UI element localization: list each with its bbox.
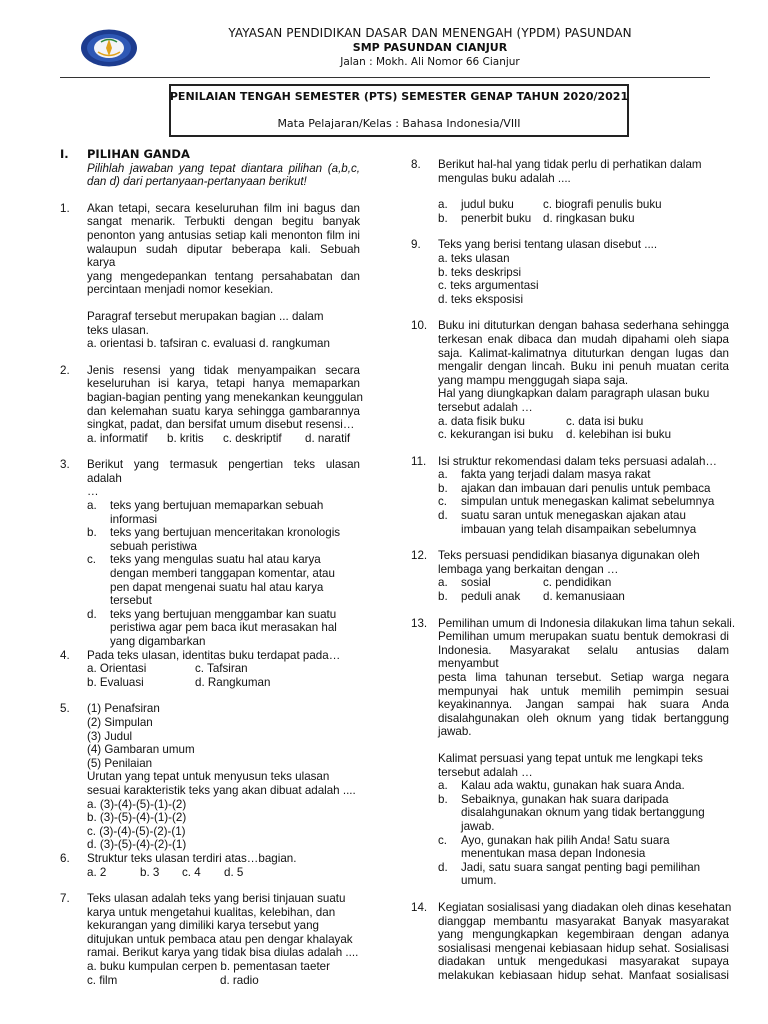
option-c <box>411 495 729 509</box>
question-text: Akan tetapi, secara keseluruhan film ini bagus dan <box>87 201 360 215</box>
question-text: sangat menarik. Terbukti dengan begitu banyak <box>87 215 360 229</box>
question-text: Teks ulasan adalah teks yang berisi tinjauan suatu <box>87 892 346 906</box>
question-text: Struktur teks ulasan terdiri atas…bagian. <box>87 851 297 865</box>
option-text: ajakan dan imbauan dari penulis untuk pembaca <box>461 481 711 495</box>
option-letter: c. <box>438 833 448 847</box>
exam-title: PENILAIAN TENGAH SEMESTER (PTS) SEMESTER GENAP TAHUN 2020/2021 <box>169 90 629 103</box>
option-text: Ayo, gunakan hak pilih Anda! Satu suara <box>461 833 670 847</box>
option-b: b. teks deskripsi <box>438 265 522 279</box>
option-text: tersebut <box>110 594 152 608</box>
option-b: b. 3 <box>140 865 160 879</box>
question-13 <box>411 616 736 780</box>
exam-subject: Mata Pelajaran/Kelas : Bahasa Indonesia/VIII <box>277 117 521 130</box>
option-b: b. kritis <box>167 431 204 445</box>
question-4 <box>60 649 360 690</box>
question-text: tersebut adalah … <box>438 765 533 779</box>
option-a: a. informatif <box>87 431 148 445</box>
option-text: sebuah peristiwa <box>110 539 198 553</box>
section-instruction: dan d) dari pertanyaan-pertanyaan berikut! <box>87 175 307 189</box>
question-text: yang mampu menggugah siapa saja. <box>438 373 629 387</box>
option-text: informasi <box>110 512 158 526</box>
option-d: d. teks eksposisi <box>438 292 524 306</box>
option-text: peduli anak <box>461 590 521 604</box>
section-heading <box>60 148 360 189</box>
question-text: Jenis resensi yang tidak menyampaikan secara <box>87 363 360 377</box>
option-d: d. naratif <box>305 431 351 445</box>
option-text: simpulan untuk menegaskan kalimat sebelumnya <box>461 495 715 509</box>
option-letter: d. <box>438 509 448 523</box>
question-number: 12. <box>411 549 428 563</box>
question-text: Berikut yang termasuk pengertian teks ulasan adalah <box>87 458 360 485</box>
header-divider <box>60 77 710 78</box>
answer-options: a. orientasi b. tafsiran c. evaluasi d. rangkuman <box>87 337 330 351</box>
question-12 <box>411 549 729 576</box>
section-number: I. <box>60 147 69 161</box>
foundation-name: YAYASAN PENDIDIKAN DASAR DAN MENENGAH (YPDM) PASUNDAN <box>228 26 632 40</box>
option-c: c. deskriptif <box>223 431 282 445</box>
question-text: Indonesia. Masyarakat selalu antusias dalam menyambut <box>438 643 729 671</box>
option-b: b. (3)-(5)-(4)-(1)-(2) <box>87 811 187 825</box>
question-6 <box>60 852 360 879</box>
option-a: a. teks ulasan <box>438 251 510 265</box>
option-a: a. (3)-(4)-(5)-(1)-(2) <box>87 797 187 811</box>
option-text: dengan memberi tanggapan komentar, atau <box>110 567 335 581</box>
question-text: terkesan enak dibaca dan mudah dipahami oleh siapa <box>438 332 729 346</box>
question-number: 2. <box>60 363 70 377</box>
option-a <box>411 198 729 212</box>
option-text: menentukan masa depan Indonesia <box>461 847 646 861</box>
question-text: walaupun sudah diputar beberapa kali. Sebuah karya <box>87 242 360 270</box>
question-text: pesta lima tahunan tersebut. Setiap warga negara <box>438 671 729 684</box>
option-text: teks yang bertujuan menceritakan kronologis <box>110 526 341 540</box>
option-text: penerbit buku <box>461 211 532 225</box>
option-text: teks yang bertujuan menggambar kan suatu <box>110 607 337 621</box>
option-c <box>60 553 360 607</box>
option-a: a. Orientasi <box>87 662 147 676</box>
question-text: … <box>87 485 99 499</box>
question-text: keseluruhan isi karya, tetapi hanya memaparkan <box>87 377 360 391</box>
option-letter: b. <box>438 590 448 604</box>
question-text: Isi struktur rekomendasi dalam teks persuasi adalah… <box>438 454 718 468</box>
option-c: c. (3)-(4)-(5)-(2)-(1) <box>87 824 186 838</box>
question-text: keyakinannya. Jangan sampai hak suara Anda <box>438 698 729 712</box>
option-b <box>411 212 729 226</box>
option-c: c. Tafsiran <box>195 662 248 676</box>
question-text: melakukan kebiasaan hidup sehat. Manfaat sosialisasi <box>438 968 729 982</box>
option-text: imbauan yang telah disampaikan sebelumnya <box>461 522 697 536</box>
option-text: Jadi, satu suara sangat penting bagi pemilihan <box>461 860 701 874</box>
question-text: ramai. Berikut karya yang tidak bisa diulas adalah .... <box>87 946 359 960</box>
option-text: Kalau ada waktu, gunakan hak suara Anda. <box>461 779 685 793</box>
question-text: yang mengedepankan tentang persahabatan dan <box>87 269 360 283</box>
question-text: lembaga yang berkaitan dengan … <box>438 562 619 576</box>
option-a <box>411 779 729 793</box>
question-number: 11. <box>411 454 427 468</box>
school-address: Jalan : Mokh. Ali Nomor 66 Cianjur <box>340 56 520 68</box>
question-text: karya untuk mengetahui kualitas, kelebihan, dan <box>87 905 336 919</box>
answer-options: a. buku kumpulan cerpen b. pementasan taeter <box>87 960 330 974</box>
question-7 <box>60 892 360 987</box>
question-number: 6. <box>60 851 70 865</box>
option-letter: a. <box>438 576 448 590</box>
option-a <box>411 468 729 482</box>
option-text: fakta yang terjadi dalam masya rakat <box>461 468 651 482</box>
question-number: 9. <box>411 238 421 252</box>
option-b <box>411 590 729 604</box>
question-text: Pada teks ulasan, identitas buku terdapat pada… <box>87 648 341 662</box>
question-text: Buku ini dituturkan dengan bahasa sederhana sehingga <box>438 319 729 333</box>
question-text: Pemilihan umum di Indonesia dilakukan lima tahun sekali. <box>438 616 736 630</box>
school-logo <box>80 28 138 68</box>
option-d: d. kemanusiaan <box>543 590 625 604</box>
option-text: Sebaiknya, gunakan hak suara daripada <box>461 792 669 806</box>
question-text: Kalimat persuasi yang tepat untuk me lengkapi teks <box>438 751 703 765</box>
option-letter: a. <box>87 499 97 513</box>
question-3 <box>60 458 360 499</box>
question-text: Teks yang berisi tentang ulasan disebut .... <box>438 238 658 252</box>
question-5 <box>60 702 360 852</box>
question-text: diadakan untuk mengedukasi masyarakat supaya <box>438 955 729 969</box>
option-a: a. 2 <box>87 865 107 879</box>
question-text: Berikut hal-hal yang tidak perlu di perhatikan dalam <box>438 158 702 171</box>
question-text: (2) Simpulan <box>87 715 153 729</box>
option-text: judul buku <box>461 198 514 212</box>
option-text: teks yang bertujuan memaparkan sebuah <box>110 499 324 513</box>
question-text: Kegiatan sosialisasi yang diadakan oleh dinas kesehatan <box>438 900 732 914</box>
question-text: jawab. <box>438 725 472 739</box>
option-letter: b. <box>438 792 448 806</box>
option-letter: c. <box>87 553 97 567</box>
option-b: b. Evaluasi <box>87 675 144 689</box>
question-1 <box>60 202 360 351</box>
answer-options <box>87 432 360 446</box>
question-text: saja. Kalimat-kalimatnya dituturkan dengan lugas dan <box>438 346 729 360</box>
option-letter: a. <box>438 468 448 482</box>
school-name: SMP PASUNDAN CIANJUR <box>352 41 508 54</box>
question-text: disalahgunakan oleh oknum yang tidak bertanggung <box>438 711 729 725</box>
option-letter: d. <box>87 607 97 621</box>
option-letter: a. <box>438 198 448 212</box>
option-text: jawab. <box>461 819 495 833</box>
question-text: sosialisasi mengenai kebiasaan hidup sehat. Sosialisasi <box>438 941 729 955</box>
question-number: 1. <box>60 201 70 215</box>
option-text: sosial <box>461 576 491 590</box>
option-d: d. radio <box>220 973 259 987</box>
question-text: tersebut adalah … <box>438 400 533 414</box>
option-c: c. teks argumentasi <box>438 279 539 293</box>
option-text: teks yang mengulas suatu hal atau karya <box>110 553 321 567</box>
question-text: penonton yang antusias setiap kali menonton film ini <box>87 228 360 242</box>
question-2 <box>60 363 363 446</box>
option-letter: b. <box>87 526 97 540</box>
question-8 <box>411 158 729 185</box>
question-text: bagian-bagian penting yang menekankan keunggulan <box>87 390 363 404</box>
question-text: kekurangan yang dimiliki karya tersebut yang <box>87 919 319 933</box>
question-text: (3) Judul <box>87 729 133 743</box>
option-text: pen dapat mengenai suatu hal atau karya <box>110 580 324 594</box>
question-text: singkat, padat, dan bersifat umum disebut resensi… <box>87 418 355 432</box>
question-11 <box>411 455 729 469</box>
option-letter: c. <box>438 495 448 509</box>
question-number: 5. <box>60 702 70 716</box>
option-c: c. 4 <box>182 865 201 879</box>
option-b <box>411 482 729 496</box>
question-number: 7. <box>60 892 70 906</box>
option-letter: d. <box>438 860 448 874</box>
question-number: 8. <box>411 158 421 171</box>
question-text: sesuai karakteristik teks yang akan dibuat adalah .... <box>87 783 356 797</box>
option-c: c. film <box>87 973 118 987</box>
option-d <box>411 861 729 888</box>
question-number: 3. <box>60 458 70 472</box>
option-text: suatu saran untuk menegaskan ajakan atau <box>461 509 686 523</box>
question-text: mengalir dengan lincah. Buku ini penuh muatan cerita <box>438 360 729 374</box>
question-text: (5) Penilaian <box>87 756 153 770</box>
option-d: d. kelebihan isi buku <box>566 428 672 442</box>
question-text: Urutan yang tepat untuk menyusun teks ulasan <box>87 770 330 784</box>
question-text: ditujukan untuk pembaca atau pen dengar khalayak <box>87 932 353 946</box>
question-text: yang mengungkapkan kegembiraan dengan adanya <box>438 928 729 942</box>
option-text: umum. <box>461 874 497 888</box>
question-text: Pemilihan umum merupakan suatu bentuk demokrasi di <box>438 630 729 644</box>
question-text: mengulas buku adalah .... <box>438 171 571 185</box>
option-d: d. 5 <box>224 865 244 879</box>
question-number: 14. <box>411 900 428 914</box>
option-d: d. Rangkuman <box>195 675 271 689</box>
question-14 <box>411 900 732 983</box>
option-c: c. data isi buku <box>566 414 644 428</box>
option-b <box>60 526 360 553</box>
question-text: dianggap membantu masyarakat Banyak masyarakat <box>438 914 729 928</box>
question-10 <box>411 319 729 441</box>
question-text: Teks persuasi pendidikan biasanya digunakan oleh <box>438 549 700 563</box>
option-a: a. data fisik buku <box>438 414 526 428</box>
question-text: teks ulasan. <box>87 323 149 337</box>
question-text: (1) Penafsiran <box>87 702 160 716</box>
question-text: (4) Gambaran umum <box>87 743 195 757</box>
option-d: d. (3)-(5)-(4)-(2)-(1) <box>87 838 187 852</box>
option-letter: b. <box>438 211 448 225</box>
question-number: 4. <box>60 648 70 662</box>
question-number: 13. <box>411 616 428 630</box>
option-b <box>411 793 729 834</box>
question-text: percintaan menjadi nomor kesekian. <box>87 283 274 297</box>
section-title: PILIHAN GANDA <box>87 147 190 161</box>
option-c: c. biografi penulis buku <box>543 198 662 212</box>
right-column <box>411 158 736 982</box>
question-text: mempunyai hak untuk memilih pemimpin sesuai <box>438 684 729 698</box>
option-a <box>411 576 729 590</box>
question-text: dan kelemahan suatu karya sehingga gambarannya <box>87 404 360 418</box>
option-c <box>411 834 729 861</box>
option-b: c. kekurangan isi buku <box>438 428 554 442</box>
option-c: c. pendidikan <box>543 576 612 590</box>
section-instruction: Pilihlah jawaban yang tepat diantara pilihan (a,b,c, <box>87 161 360 175</box>
question-9 <box>411 238 729 306</box>
left-column <box>60 147 363 987</box>
question-text: Paragraf tersebut merupakan bagian ... dalam <box>87 309 324 323</box>
option-d <box>411 509 729 536</box>
option-d: d. ringkasan buku <box>543 211 635 225</box>
option-text: yang digambarkan <box>110 635 206 648</box>
question-number: 10. <box>411 319 428 333</box>
question-text: Hal yang diungkapkan dalam paragraph ulasan buku <box>438 387 710 401</box>
option-text: peristiwa agar pem baca ikut merasakan hal <box>110 621 337 635</box>
option-letter: a. <box>438 779 448 793</box>
option-a <box>60 499 360 526</box>
option-text: disalahgunakan oknum yang tidak bertanggung <box>461 806 705 820</box>
option-letter: b. <box>438 481 448 495</box>
option-d <box>60 608 360 649</box>
